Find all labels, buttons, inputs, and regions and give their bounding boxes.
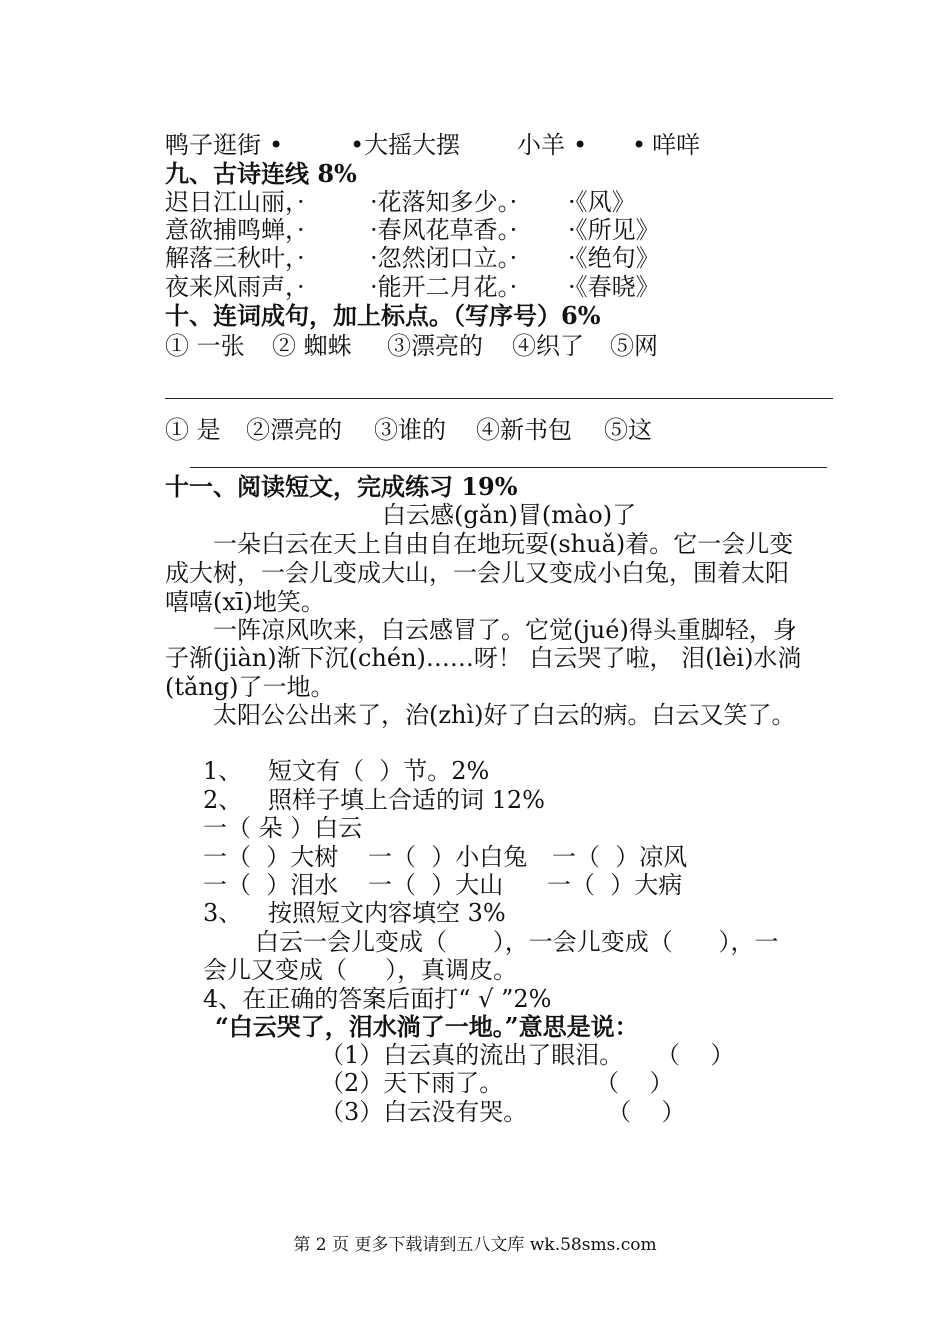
- word-item: ② 蜘蛛: [272, 332, 352, 360]
- answer-line[interactable]: [190, 467, 827, 468]
- poem-title[interactable]: ·《所见》: [568, 216, 660, 244]
- word-item: ④新书包: [476, 416, 572, 444]
- passage-line: 一阵凉风吹来，白云感冒了。它觉(jué)得头重脚轻，身: [213, 616, 797, 644]
- poem-line[interactable]: ·春风花草香。·: [370, 216, 518, 244]
- answer-bracket[interactable]: （ ）: [656, 1041, 735, 1069]
- word-item: ⑤这: [604, 416, 652, 444]
- match-dot[interactable]: •: [573, 131, 588, 159]
- match-item: 小羊: [517, 131, 565, 159]
- match-dot[interactable]: •: [269, 131, 284, 159]
- answer-bracket[interactable]: （ ）: [595, 1069, 674, 1097]
- option-text: （2）天下雨了。: [320, 1069, 504, 1097]
- question-text: 短文有（ ）节。2%: [268, 757, 490, 785]
- fill-blank[interactable]: 一（ ）泪水: [203, 871, 339, 899]
- question-number: 3、: [203, 899, 243, 927]
- passage-line: 成大树，一会儿变成大山，一会儿又变成小白兔，围着太阳: [165, 559, 789, 587]
- match-row: [350, 130, 460, 160]
- passage-title: 白云感(gǎn)冒(mào)了: [382, 501, 637, 529]
- question-number: 2、: [203, 786, 243, 814]
- passage-line: 子渐(jiàn)渐下沉(chén)……呀！ 白云哭了啦， 泪(lèi)水淌: [165, 644, 802, 672]
- passage-line: 太阳公公出来了，治(zhì)好了白云的病。白云又笑了。: [213, 701, 796, 729]
- match-item: 咩咩: [652, 131, 701, 159]
- passage-line: 嘻嘻(xī)地笑。: [165, 588, 325, 616]
- answer-bracket[interactable]: （ ）: [607, 1098, 686, 1126]
- word-item: ②漂亮的: [246, 416, 342, 444]
- fill-blank[interactable]: 一（ ）大山: [368, 871, 504, 899]
- poem-line[interactable]: ·花落知多少。·: [370, 188, 518, 216]
- question-number: 1、: [203, 757, 243, 785]
- word-item: ⑤网: [610, 332, 658, 360]
- match-row: [517, 130, 587, 160]
- poem-line[interactable]: 迟日江山丽，·: [165, 188, 305, 216]
- fill-blank[interactable]: 一（ ）凉风: [552, 843, 688, 871]
- match-dot[interactable]: •: [350, 131, 365, 159]
- word-item: ① 一张: [165, 332, 245, 360]
- match-row: [165, 130, 283, 160]
- word-item: ① 是: [165, 416, 221, 444]
- match-item: 鸭子逛街: [165, 131, 261, 159]
- match-row: [632, 130, 700, 160]
- fill-sentence[interactable]: 会儿又变成（ ），真调皮。: [203, 956, 518, 984]
- word-item: ③漂亮的: [387, 332, 483, 360]
- poem-line[interactable]: 解落三秋叶，·: [165, 244, 305, 272]
- question-text: 4、在正确的答案后面打“ √ ”2%: [203, 985, 552, 1013]
- page-footer: 第 2 页 更多下载请到五八文库 wk.58sms.com: [293, 1235, 657, 1255]
- fill-blank[interactable]: 一（ ）小白兔: [368, 843, 528, 871]
- match-item: 大摇大摆: [364, 131, 461, 159]
- quote-text: “白云哭了，泪水淌了一地。”意思是说：: [215, 1012, 639, 1041]
- poem-title[interactable]: ·《春晓》: [568, 273, 660, 301]
- option-text: （1）白云真的流出了眼泪。: [320, 1041, 624, 1069]
- example-text: 一（ 朵 ）白云: [203, 814, 363, 842]
- match-dot[interactable]: •: [632, 131, 647, 159]
- answer-line[interactable]: [165, 398, 833, 399]
- section-heading: 九、古诗连线 8%: [165, 159, 357, 188]
- poem-line[interactable]: 意欲捕鸣蝉，·: [165, 216, 305, 244]
- option-text: （3）白云没有哭。: [320, 1098, 528, 1126]
- poem-line[interactable]: ·忽然闭口立。·: [370, 244, 518, 272]
- passage-line: 一朵白云在天上自由自在地玩耍(shuǎ)着。它一会儿变: [213, 530, 794, 558]
- poem-line[interactable]: 夜来风雨声，·: [165, 273, 305, 301]
- section-heading: 十一、阅读短文，完成练习 19%: [165, 472, 518, 501]
- fill-sentence[interactable]: 白云一会儿变成（ ），一会儿变成（ ），一: [255, 928, 779, 956]
- word-item: ③谁的: [374, 416, 446, 444]
- word-item: ④织了: [512, 332, 584, 360]
- poem-title[interactable]: ·《绝句》: [568, 244, 660, 272]
- poem-line[interactable]: ·能开二月花。·: [370, 273, 518, 301]
- fill-blank[interactable]: 一（ ）大病: [547, 871, 683, 899]
- question-text: 照样子填上合适的词 12%: [268, 786, 545, 814]
- question-text: 按照短文内容填空 3%: [268, 899, 506, 927]
- poem-title[interactable]: ·《风》: [568, 188, 636, 216]
- passage-line: (tǎng)了一地。: [165, 673, 335, 701]
- section-heading: 十、连词成句，加上标点。（写序号）6%: [165, 301, 601, 330]
- fill-blank[interactable]: 一（ ）大树: [203, 843, 339, 871]
